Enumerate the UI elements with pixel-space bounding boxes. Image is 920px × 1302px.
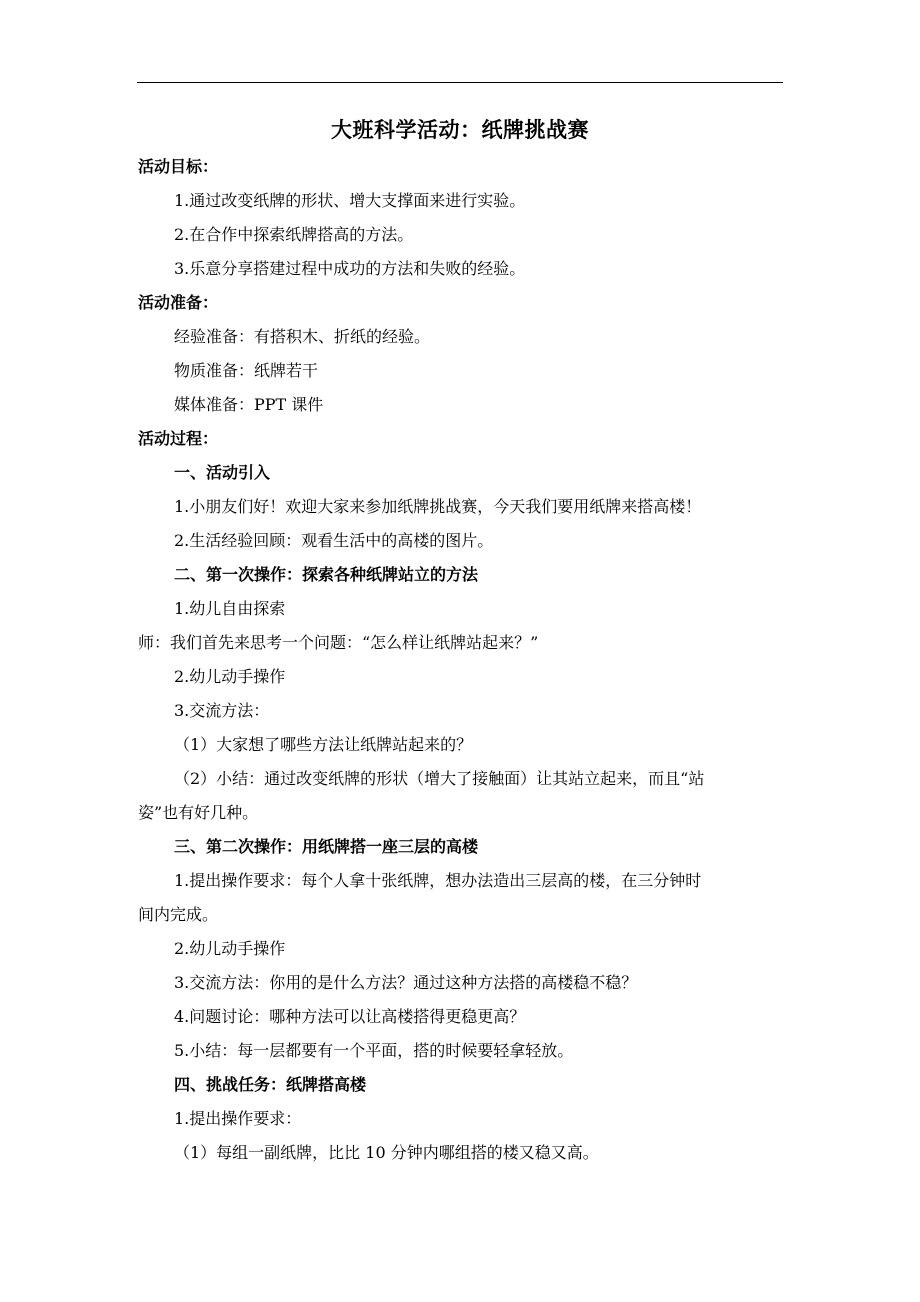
- preparation-item: 媒体准备：PPT 课件: [174, 395, 324, 414]
- step-subitem-continuation: 姿”也有好几种。: [138, 803, 259, 822]
- goal-item: 1.通过改变纸牌的形状、增大支撑面来进行实验。: [174, 191, 526, 210]
- step-subitem: （2）小结：通过改变纸牌的形状（增大了接触面）让其站立起来，而且“站: [174, 769, 705, 788]
- step-item: 4.问题讨论：哪种方法可以让高楼搭得更稳更高？: [174, 1007, 526, 1026]
- section-heading-preparation: 活动准备：: [138, 293, 219, 312]
- step-item: 2.幼儿动手操作: [174, 667, 286, 686]
- step-title: 四、挑战任务：纸牌搭高楼: [174, 1075, 367, 1094]
- step-title: 三、第二次操作：用纸牌搭一座三层的高楼: [174, 837, 479, 856]
- step-item: 2.幼儿动手操作: [174, 939, 286, 958]
- step-item: 2.生活经验回顾：观看生活中的高楼的图片。: [174, 531, 494, 550]
- goal-item: 3.乐意分享搭建过程中成功的方法和失败的经验。: [174, 259, 526, 278]
- document-title: 大班科学活动：纸牌挑战赛: [331, 118, 589, 142]
- step-item: 5.小结：每一层都要有一个平面，搭的时候要轻拿轻放。: [174, 1041, 574, 1060]
- section-heading-goals: 活动目标：: [138, 157, 219, 176]
- header-rule: [137, 82, 783, 83]
- preparation-item: 物质准备：纸牌若干: [174, 361, 319, 380]
- step-subitem: （1）大家想了哪些方法让纸牌站起来的？: [174, 735, 473, 754]
- step-item-continuation: 间内完成。: [138, 905, 219, 924]
- preparation-item: 经验准备：有搭积木、折纸的经验。: [174, 327, 431, 346]
- step-title: 一、活动引入: [174, 463, 271, 482]
- section-heading-process: 活动过程：: [138, 429, 219, 448]
- step-item: 1.提出操作要求：每个人拿十张纸牌，想办法造出三层高的楼，在三分钟时: [174, 871, 702, 890]
- step-item: 1.幼儿自由探索: [174, 599, 286, 618]
- step-item: 3.交流方法：: [174, 701, 270, 720]
- step-item: 1.小朋友们好！欢迎大家来参加纸牌挑战赛，今天我们要用纸牌来搭高楼！: [174, 497, 702, 516]
- step-item: 3.交流方法：你用的是什么方法？通过这种方法搭的高楼稳不稳？: [174, 973, 638, 992]
- step-item: 师：我们首先来思考一个问题：“怎么样让纸牌站起来？”: [138, 633, 539, 652]
- step-item: 1.提出操作要求：: [174, 1109, 302, 1128]
- step-subitem: （1）每组一副纸牌，比比 10 分钟内哪组搭的楼又稳又高。: [174, 1143, 599, 1162]
- goal-item: 2.在合作中探索纸牌搭高的方法。: [174, 225, 414, 244]
- step-title: 二、第一次操作：探索各种纸牌站立的方法: [174, 565, 479, 584]
